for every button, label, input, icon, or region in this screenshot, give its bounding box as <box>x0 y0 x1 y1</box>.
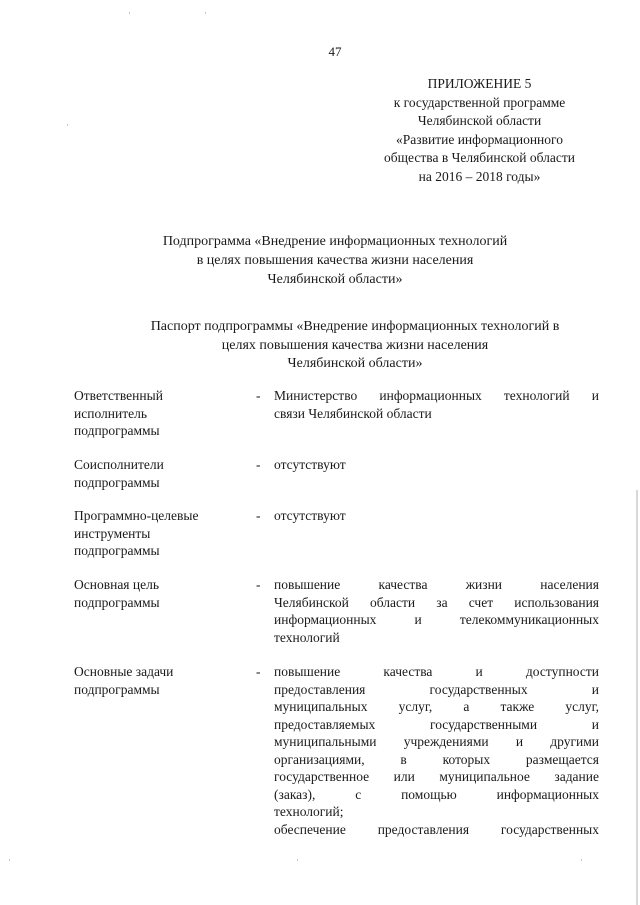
passport-title-line: Паспорт подпрограммы «Внедрение информационных технологий в <box>150 319 560 334</box>
row-value <box>274 576 599 646</box>
row-label-line: подпрограммы <box>74 474 160 490</box>
row-label-line: инструменты <box>74 525 151 541</box>
row-value-line: Министерство информационных технологий и <box>274 388 599 403</box>
row-value-line: предоставления государственных и <box>274 681 599 697</box>
row-dash: - <box>256 388 261 403</box>
row-value-line: отсутствуют <box>274 457 346 472</box>
row-value-line: технологий; <box>274 804 344 819</box>
row-value-line: повышение качества и доступности <box>274 664 599 679</box>
row-value-line: государственное или муниципальное задание <box>274 769 599 784</box>
scan-speck: · <box>8 855 11 865</box>
row-dash: - <box>256 457 261 472</box>
subprogram-title-line: Подпрограмма «Внедрение информационных технологий <box>162 234 508 249</box>
passport-title <box>100 318 610 374</box>
appendix-line: ПРИЛОЖЕНИЕ 5 <box>427 76 532 91</box>
row-value-line: повышение качества жизни населения <box>274 577 599 592</box>
row-value <box>274 507 599 525</box>
scan-speck: · <box>66 120 69 130</box>
row-label-line: исполнитель <box>74 405 147 421</box>
row-label <box>74 456 244 491</box>
row-label-line: подпрограммы <box>74 594 160 610</box>
passport-title-line: целях повышения качества жизни населения <box>221 337 489 353</box>
scan-speck: · <box>128 8 131 18</box>
appendix-line: на 2016 – 2018 годы» <box>418 168 541 184</box>
row-value-line: муниципальными учреждениями и другими <box>274 734 599 749</box>
row-value-line: организациями, в которых размещается <box>274 751 599 767</box>
appendix-line: к государственной программе <box>393 94 566 110</box>
row-label-line: Основная цель <box>74 577 160 592</box>
row-value-line: технологий <box>274 629 340 645</box>
row-label-line: подпрограммы <box>74 681 160 697</box>
row-label-line: подпрограммы <box>74 423 160 438</box>
row-label <box>74 576 244 611</box>
row-label-line: подпрограммы <box>74 543 160 558</box>
scan-speck: · <box>296 855 299 865</box>
row-value-line: связи Челябинской области <box>274 405 432 421</box>
row-dash: - <box>256 664 261 679</box>
row-value <box>274 387 599 422</box>
page-number: 47 <box>328 44 342 59</box>
row-value-line: (заказ), с помощью информационных <box>274 786 599 802</box>
row-label <box>74 387 244 440</box>
scan-speck: · <box>204 8 207 18</box>
appendix-line: «Развитие информационного <box>396 131 563 147</box>
row-label-line: Соисполнители <box>74 457 164 472</box>
row-value-line: предоставляемых государственными и <box>274 716 599 732</box>
appendix-header <box>352 75 607 186</box>
row-dash: - <box>256 508 261 523</box>
row-value-line: Челябинской области за счет использования <box>274 594 599 610</box>
subprogram-title-line: в целях повышения качества жизни населения <box>196 253 474 268</box>
row-value-line: отсутствуют <box>274 508 346 523</box>
row-label-line: Ответственный <box>74 388 163 403</box>
subprogram-title-line: Челябинской области» <box>267 272 403 287</box>
row-label <box>74 507 244 560</box>
appendix-line: Челябинской области <box>417 113 542 128</box>
row-label <box>74 663 244 698</box>
row-label-line: Программно-целевые <box>74 508 199 523</box>
appendix-line: общества в Челябинской области <box>384 150 575 165</box>
row-value-line: информационных и телекоммуникационных <box>274 612 599 627</box>
scan-speck: · <box>580 855 583 865</box>
row-label-line: Основные задачи <box>74 664 174 679</box>
passport-title-line: Челябинской области» <box>287 356 423 371</box>
row-dash: - <box>256 577 261 592</box>
row-value-line: обеспечение предоставления государственных <box>274 821 599 837</box>
row-value <box>274 663 599 838</box>
subprogram-title <box>120 232 550 289</box>
row-value <box>274 456 599 474</box>
scan-edge-shadow <box>636 490 638 905</box>
row-value-line: муниципальных услуг, а также услуг, <box>274 699 599 714</box>
